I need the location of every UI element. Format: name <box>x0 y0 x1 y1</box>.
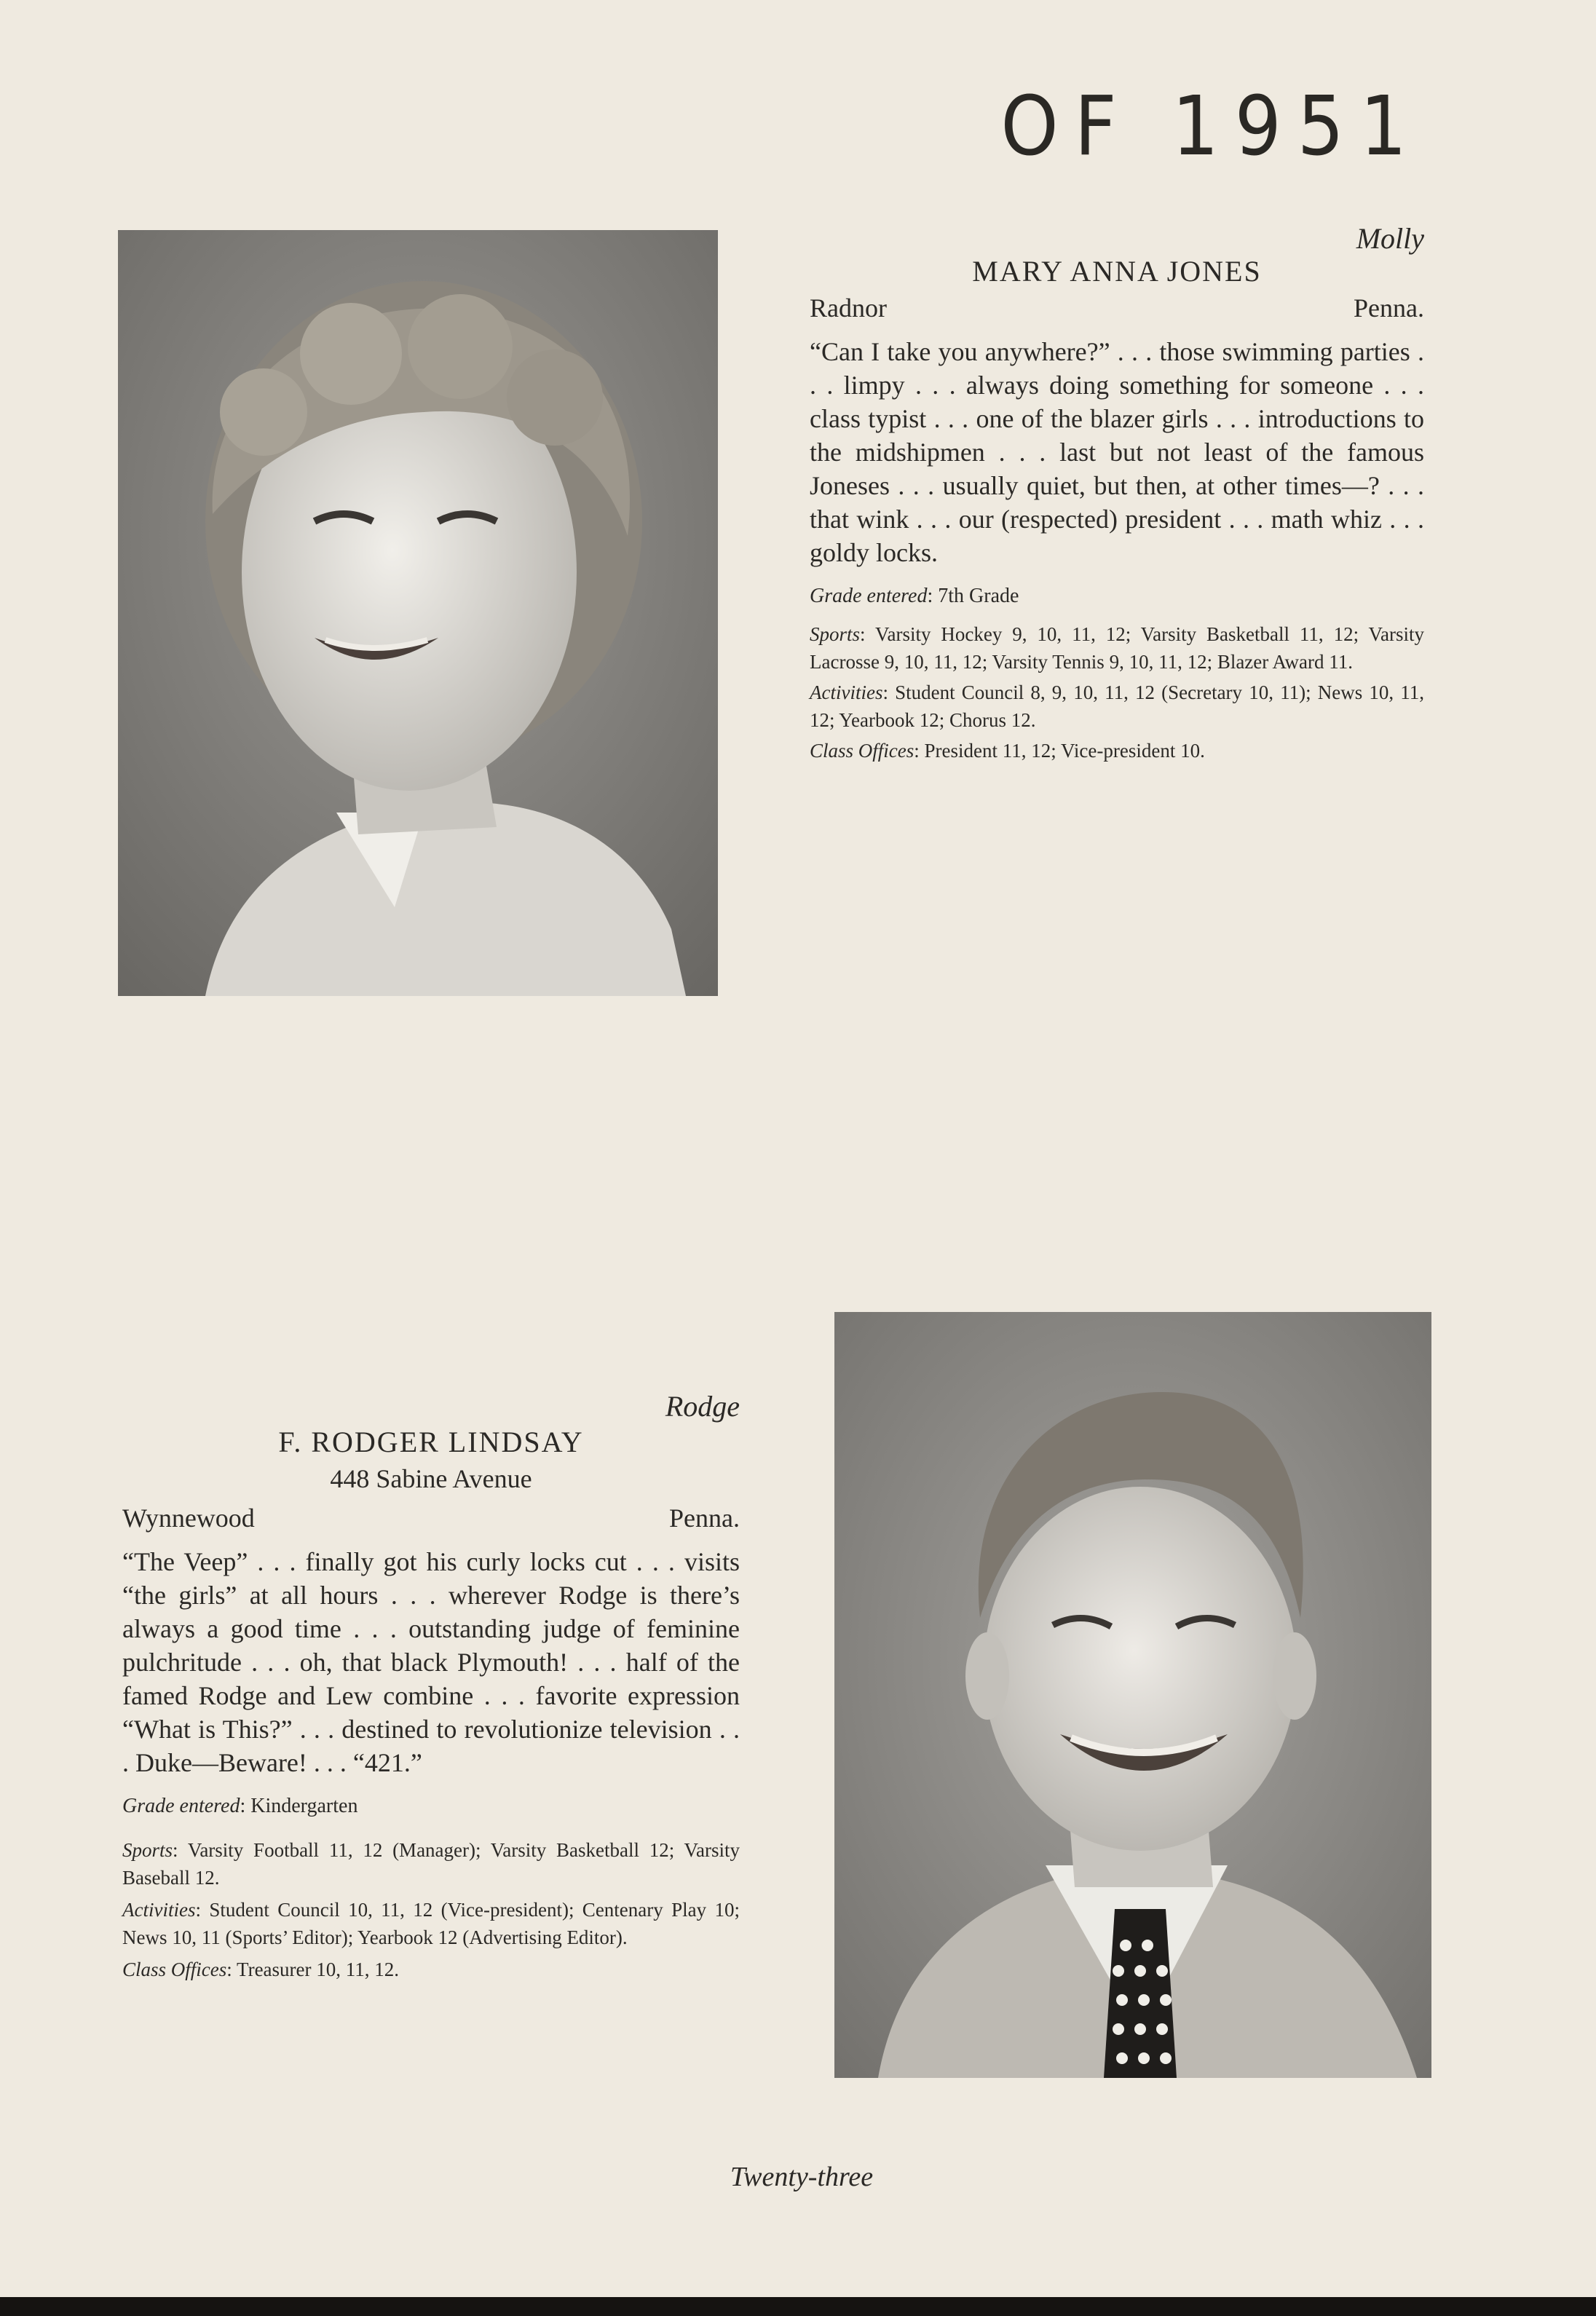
class-offices-list: Class Offices: President 11, 12; Vice-president 10. <box>810 740 1205 762</box>
portrait-photo-f-rodger-lindsay <box>834 1312 1431 2078</box>
student-nickname: Rodge <box>665 1390 740 1423</box>
activities-list: Activities: Student Council 8, 9, 10, 11, 12 (Secretary 10, 11); News 10, 11, 12; Yearbook 12; Chorus 12. <box>810 681 1424 731</box>
student-nickname: Molly <box>1356 222 1424 255</box>
page-number: Twenty-three <box>730 2162 874 2192</box>
student-town: Wynnewood <box>122 1503 255 1533</box>
student-name: MARY ANNA JONES <box>972 255 1262 288</box>
sports-list: Sports: Varsity Football 11, 12 (Manager); Varsity Basketball 12; Varsity Baseball 12. <box>122 1839 740 1889</box>
student-write-up: “The Veep” . . . finally got his curly locks cut . . . visits “the girls” at all hours . . . wherever Rodge is there’s always a good time . . . outstanding judge of feminine pulchritude . . . oh, that black Plymouth! . . . half of the famed Rodge and Lew combine . . . favorite expression “What is This?” . . . destined to revolutionize television . . . Duke—Beware! . . . “421.” <box>122 1547 740 1777</box>
student-name: F. RODGER LINDSAY <box>278 1426 584 1458</box>
student-state: Penna. <box>669 1503 740 1533</box>
activities-list: Activities: Student Council 10, 11, 12 (Vice-president); Centenary Play 10; News 10, 11 (Sports’ Editor); Yearbook 12 (Advertising Editor). <box>122 1899 740 1948</box>
student-state: Penna. <box>1354 293 1424 323</box>
class-offices-list: Class Offices: Treasurer 10, 11, 12. <box>122 1959 400 1980</box>
student-hometown-row <box>122 1503 740 1533</box>
portrait-photo-mary-anna-jones <box>118 230 718 996</box>
student-entry-f-rodger-lindsay <box>122 1389 740 1983</box>
page-bottom-edge <box>0 2297 1596 2316</box>
student-address: 448 Sabine Avenue <box>330 1464 532 1493</box>
student-hometown-row <box>810 293 1424 323</box>
sports-list: Sports: Varsity Hockey 9, 10, 11, 12; Varsity Basketball 11, 12; Varsity Lacrosse 9, 10, 11, 12; Varsity Tennis 9, 10, 11, 12; Blazer Award 11. <box>810 623 1425 673</box>
grade-entered: Grade entered: Kindergarten <box>122 1795 358 1817</box>
student-write-up: “Can I take you anywhere?” . . . those swimming parties . . . limpy . . . always doing something for someone . . . class typist . . . one of the blazer girls . . . introductions to the midshipmen . . . last but not least of the famous Joneses . . . usually quiet, but then, at other times—? . . . that wink . . . our (respected) president . . . math whiz . . . goldy locks. <box>810 337 1424 567</box>
page-header-title: OF 1951 <box>1000 79 1423 174</box>
grade-entered: Grade entered: 7th Grade <box>810 585 1019 607</box>
student-entry-mary-anna-jones <box>810 221 1424 764</box>
student-town: Radnor <box>810 293 887 323</box>
